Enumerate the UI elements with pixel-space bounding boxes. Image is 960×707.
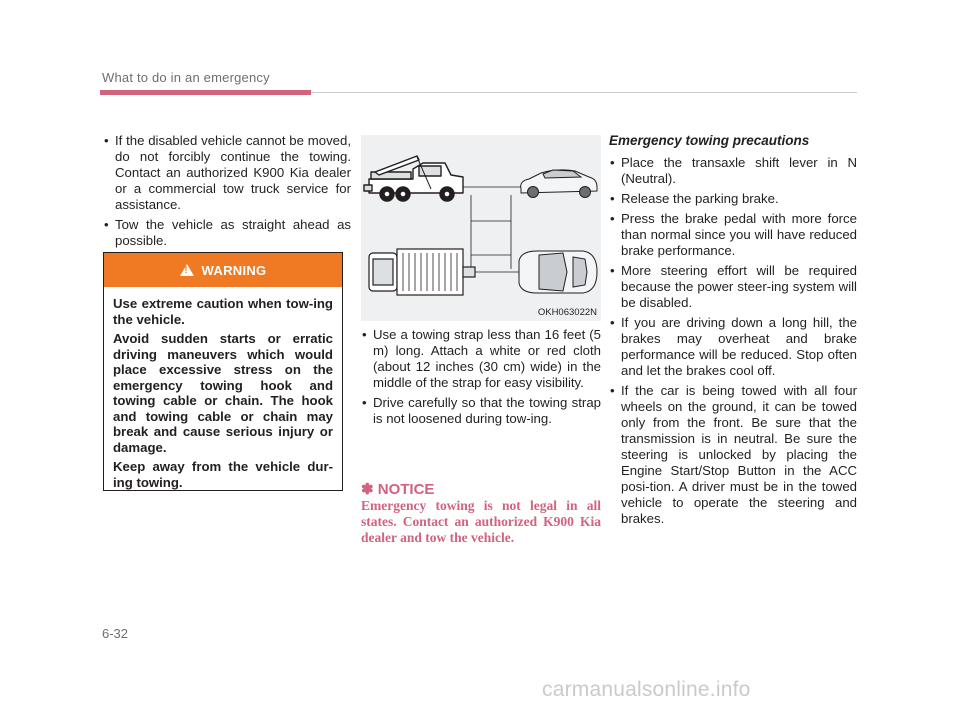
warning-paragraph: Keep away from the vehicle dur-ing towing. [113,459,333,490]
list-item: • Drive carefully so that the towing strap is not loosened during tow-ing. [361,395,601,427]
list-item: • If the car is being towed with all four wheels on the ground, it can be towed only from the front. Be sure that the transmission is in neutral. Be sure the steering is unlocked by placing the Engine Start/Stop Button in the ACC posi-tion. A driver must be in the towed vehicle to operate the steering and brakes. [609,383,857,527]
watermark: carmanualsonline.info [542,678,751,701]
list-item: • Press the brake pedal with more force than normal since you will have reduced brake performance. [609,211,857,259]
sedan-top-icon [519,251,597,293]
tow-truck-top-icon [369,249,475,295]
figure-code: OKH063022N [537,307,597,318]
warning-header [104,253,342,287]
column-right [609,133,857,531]
list-item: • Use a towing strap less than 16 feet (5 m) long. Attach a white or red cloth (about 12 inches (30 cm) wide) in the middle of the strap for easy visibility. [361,327,601,391]
sedan-side-icon [521,170,597,198]
list-item: • If you are driving down a long hill, the brakes may overheat and brake performance will be reduced. Stop often and let the brakes cool off. [609,315,857,379]
column-left [103,133,351,253]
notice-title: ✽ NOTICE [361,481,435,498]
header-accent-bar [100,90,311,95]
warning-paragraph: Use extreme caution when tow-ing the vehicle. [113,296,333,327]
towing-diagram [361,135,601,321]
section-title: What to do in an emergency [102,70,270,85]
warning-paragraph: Avoid sudden starts or erratic driving maneuvers which would place excessive stress on the emergency towing hook and towing cable or chain. The hook and towing cable or chain may break and cause serious injury or damage. [113,331,333,455]
list-item: • Release the parking brake. [609,191,857,207]
notice-body: Emergency towing is not legal in all states. Contact an authorized K900 Kia dealer and tow the vehicle. [361,498,601,545]
warning-box [103,252,343,491]
middle-bullet-list [361,327,601,431]
list-item: • More steering effort will be required because the power steer-ing system will be disabled. [609,263,857,311]
warning-body [104,287,342,490]
tow-truck-side-icon [364,156,463,201]
distance-marker [471,195,511,269]
right-bullet-list [609,155,857,527]
warning-title: WARNING [201,262,267,278]
left-bullet-list [103,133,351,249]
list-item: • If the disabled vehicle cannot be moved, do not forcibly continue the towing. Contact an authorized K900 Kia dealer or a commercial tow truck service for assistance. [103,133,351,213]
list-item: • Tow the vehicle as straight ahead as possible. [103,217,351,249]
warning-triangle-icon [180,264,194,276]
page-number: 6-32 [102,626,129,641]
list-item: • Place the transaxle shift lever in N (Neutral). [609,155,857,187]
section-heading: Emergency towing precautions [609,133,810,148]
header-rule [311,92,857,93]
towing-illustration [361,135,601,321]
